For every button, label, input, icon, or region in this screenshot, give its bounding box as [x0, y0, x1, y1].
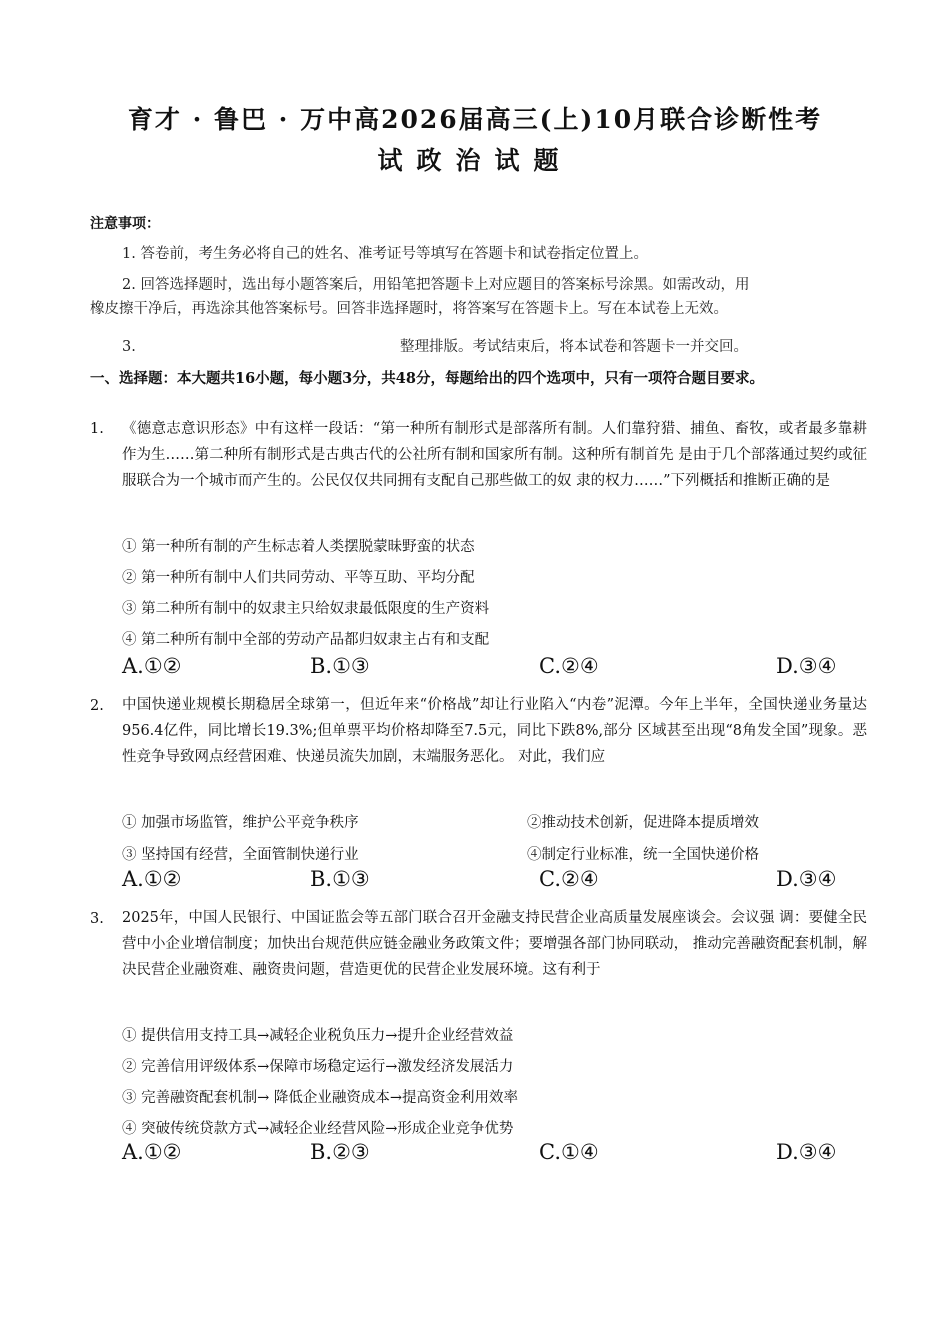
question-2-option-1: ① 加强市场监管，维护公平竞争秩序: [122, 815, 359, 831]
question-2-text: 中国快递业规模长期稳居全球第一，但近年来“价格战”却让行业陷入“内卷”泥潭。今年上半年，全国快递业务量达956.4亿件，同比增长19.3%;但单票平均价格却降至7.5元，同比下跌8%,部分 区域甚至出现“8角发全国”现象。恶性竞争导致网点经营困难、快递员流失加剧，末端服务恶化。 对此，我们应: [122, 697, 867, 765]
question-3-number: 3.: [90, 911, 104, 927]
question-2-answer-b[interactable]: B.①③: [310, 867, 370, 891]
question-3-option-1: ① 提供信用支持工具→减轻企业税负压力→提升企业经营效益: [122, 1028, 514, 1044]
question-1-number: 1.: [90, 421, 104, 437]
question-1-option-1: ① 第一种所有制的产生标志着人类摆脱蒙昧野蛮的状态: [122, 539, 475, 555]
notes-item-2-line2: 橡皮擦干净后，再选涂其他答案标号。回答非选择题时，将答案写在答题卡上。写在本试卷上无效。: [90, 301, 728, 317]
question-1-answer-a[interactable]: A.①②: [122, 654, 182, 678]
question-1-answer-d[interactable]: D.③④: [776, 654, 837, 678]
question-1-text: 《德意志意识形态》中有这样一段话：“第一种所有制形式是部落所有制。人们靠狩猎、捕鱼、畜牧，或者最多靠耕作为生……第二种所有制形式是古典古代的公社所有制和国家所有制。这种所有制首先 是由于几个部落通过契约或征服联合为一个城市而产生的。公民仅仅共同拥有支配自己那些做工的奴 隶的权力……”下列概括和推断正确的是: [122, 421, 867, 489]
exam-title-line2: 试政治试题: [377, 146, 573, 175]
question-2-number: 2.: [90, 698, 104, 714]
question-1-option-2: ② 第一种所有制中人们共同劳动、平等互助、平均分配: [122, 570, 475, 586]
question-1-option-4: ④ 第二种所有制中全部的劳动产品都归奴隶主占有和支配: [122, 632, 490, 648]
question-3-answer-d[interactable]: D.③④: [776, 1140, 837, 1164]
notes-item-3-text: 整理排版。考试结束后，将本试卷和答题卡一并交回。: [400, 339, 748, 355]
question-2-answer-c[interactable]: C.②④: [539, 867, 599, 891]
question-3-option-4: ④ 突破传统贷款方式→减轻企业经营风险→形成企业竞争优势: [122, 1121, 514, 1137]
notes-heading: 注意事项：: [90, 216, 160, 232]
question-1-option-3: ③ 第二种所有制中的奴隶主只给奴隶最低限度的生产资料: [122, 601, 490, 617]
question-1-answer-b[interactable]: B.①③: [310, 654, 370, 678]
question-3-answer-c[interactable]: C.①④: [539, 1140, 599, 1164]
question-3-option-2: ② 完善信用评级体系→保障市场稳定运行→激发经济发展活力: [122, 1059, 514, 1075]
question-2-answer-d[interactable]: D.③④: [776, 867, 837, 891]
question-2-option-3: ③ 坚持国有经营，全面管制快递行业: [122, 847, 359, 863]
notes-item-1: 1. 答卷前，考生务必将自己的姓名、准考证号等填写在答题卡和试卷指定位置上。: [122, 246, 648, 262]
question-3-text: 2025年，中国人民银行、中国证监会等五部门联合召开金融支持民营企业高质量发展座谈会。会议强 调：要健全民营中小企业增信制度；加快出台规范供应链金融业务政策文件；要增强各部门协同联动， 推动完善融资配套机制，解决民营企业融资难、融资贵问题，营造更优的民营企业发展环境。这有利于: [122, 910, 867, 978]
question-3-answer-a[interactable]: A.①②: [122, 1140, 182, 1164]
question-3-answer-b[interactable]: B.②③: [310, 1140, 370, 1164]
notes-item-3-number: 3.: [122, 339, 136, 355]
exam-title-line1: 育才 · 鲁巴 · 万中高2026届高三(上)10月联合诊断性考: [127, 105, 823, 134]
question-2-answer-a[interactable]: A.①②: [122, 867, 182, 891]
question-3-option-3: ③ 完善融资配套机制→ 降低企业融资成本→提高资金利用效率: [122, 1090, 519, 1106]
notes-item-2-line1: 2. 回答选择题时，选出每小题答案后，用铅笔把答题卡上对应题目的答案标号涂黑。如需改动，用: [122, 277, 750, 293]
question-2-option-4: ④制定行业标准，统一全国快递价格: [527, 847, 759, 863]
question-2-option-2: ②推动技术创新，促进降本提质增效: [527, 815, 759, 831]
question-1-answer-c[interactable]: C.②④: [539, 654, 599, 678]
section-heading: 一、选择题：本大题共16小题，每小题3分，共48分，每题给出的四个选项中，只有一项符合题目要求。: [90, 370, 764, 387]
